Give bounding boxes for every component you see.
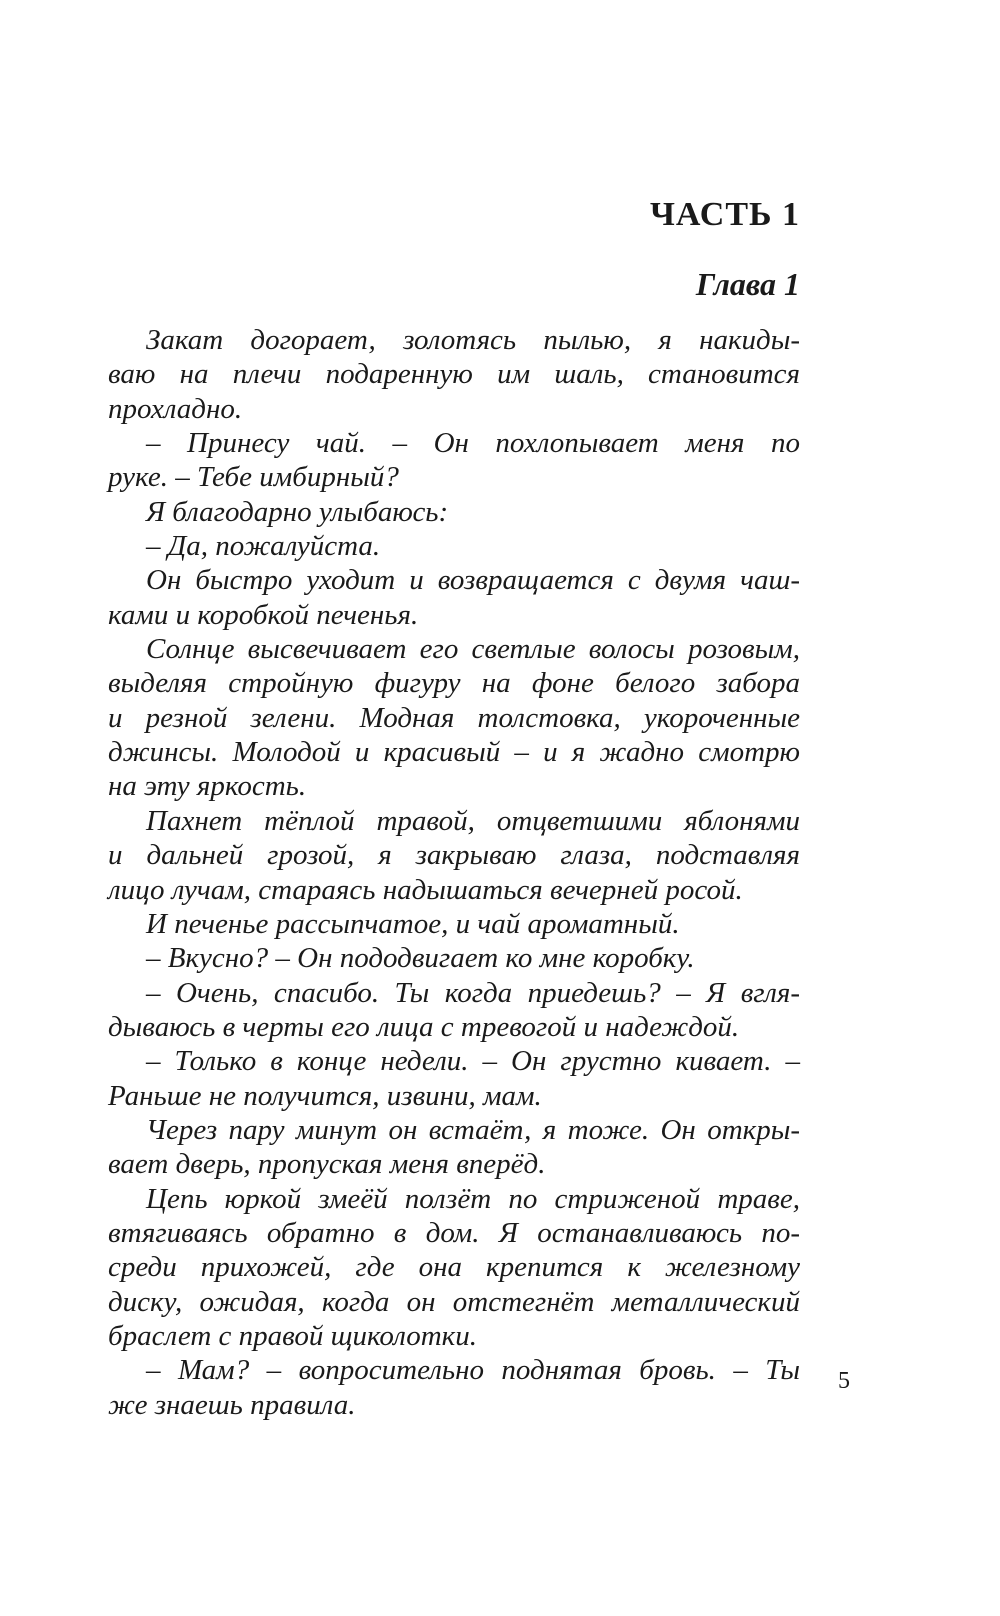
text-line: среди прихожей, где она крепится к железному — [108, 1251, 800, 1284]
body-text — [108, 323, 800, 1422]
text-line: – Только в конце недели. – Он грустно кивает. – — [146, 1045, 800, 1078]
text-line: Пахнет тёплой травой, отцветшими яблонями — [146, 804, 800, 837]
text-line: Солнце высвечивает его светлые волосы розовым, — [146, 633, 800, 666]
text-line: и резной зелени. Модная толстовка, укороченные — [108, 701, 800, 734]
text-line: – Мам? – вопросительно поднятая бровь. – Ты — [146, 1354, 800, 1387]
text-line: Раньше не получится, извини, мам. — [108, 1079, 542, 1112]
text-line: – Очень, спасибо. Ты когда приедешь? – Я вгля- — [146, 976, 800, 1009]
text-line: Я благодарно улыбаюсь: — [146, 495, 449, 528]
text-line: – Вкусно? – Он пододвигает ко мне коробку. — [146, 942, 695, 975]
text-line: диску, ожидая, когда он отстегнёт металлический — [108, 1285, 800, 1318]
text-line: дываюсь в черты его лица с тревогой и надеждой. — [108, 1010, 740, 1043]
text-line: – Да, пожалуйста. — [146, 530, 381, 563]
text-line: втягиваясь обратно в дом. Я останавливаюсь по- — [108, 1216, 800, 1249]
text-line: Закат догорает, золотясь пылью, я накиды- — [146, 324, 800, 356]
text-line: Он быстро уходит и возвращается с двумя чаш- — [146, 564, 800, 597]
text-line: прохладно. — [108, 392, 243, 425]
text-line: И печенье рассыпчатое, и чай ароматный. — [146, 907, 680, 940]
text-line: Цепь юркой змеёй ползёт по стриженой траве, — [146, 1182, 800, 1215]
page-number: 5 — [838, 1368, 850, 1394]
text-line: – Принесу чай. – Он похлопывает меня по — [146, 427, 800, 460]
text-line: ками и коробкой печенья. — [108, 598, 419, 631]
text-line: вает дверь, пропуская меня вперёд. — [108, 1148, 546, 1181]
part-title: ЧАСТЬ 1 — [649, 196, 800, 233]
text-line: и дальней грозой, я закрываю глаза, подставляя — [108, 839, 800, 872]
text-line: же знаешь правила. — [108, 1388, 356, 1421]
chapter-title: Глава 1 — [695, 266, 800, 302]
text-line: джинсы. Молодой и красивый – и я жадно смотрю — [108, 736, 800, 769]
text-line: на эту яркость. — [108, 770, 307, 803]
text-line: Через пару минут он встаёт, я тоже. Он откры- — [146, 1113, 800, 1146]
text-line: ваю на плечи подаренную им шаль, становится — [108, 358, 800, 391]
text-line: браслет с правой щиколотки. — [108, 1319, 477, 1352]
text-line: руке. – Тебе имбирный? — [108, 461, 399, 494]
text-line: лицо лучам, стараясь надышаться вечерней росой. — [108, 873, 743, 906]
text-line: выделяя стройную фигуру на фоне белого забора — [108, 667, 800, 700]
